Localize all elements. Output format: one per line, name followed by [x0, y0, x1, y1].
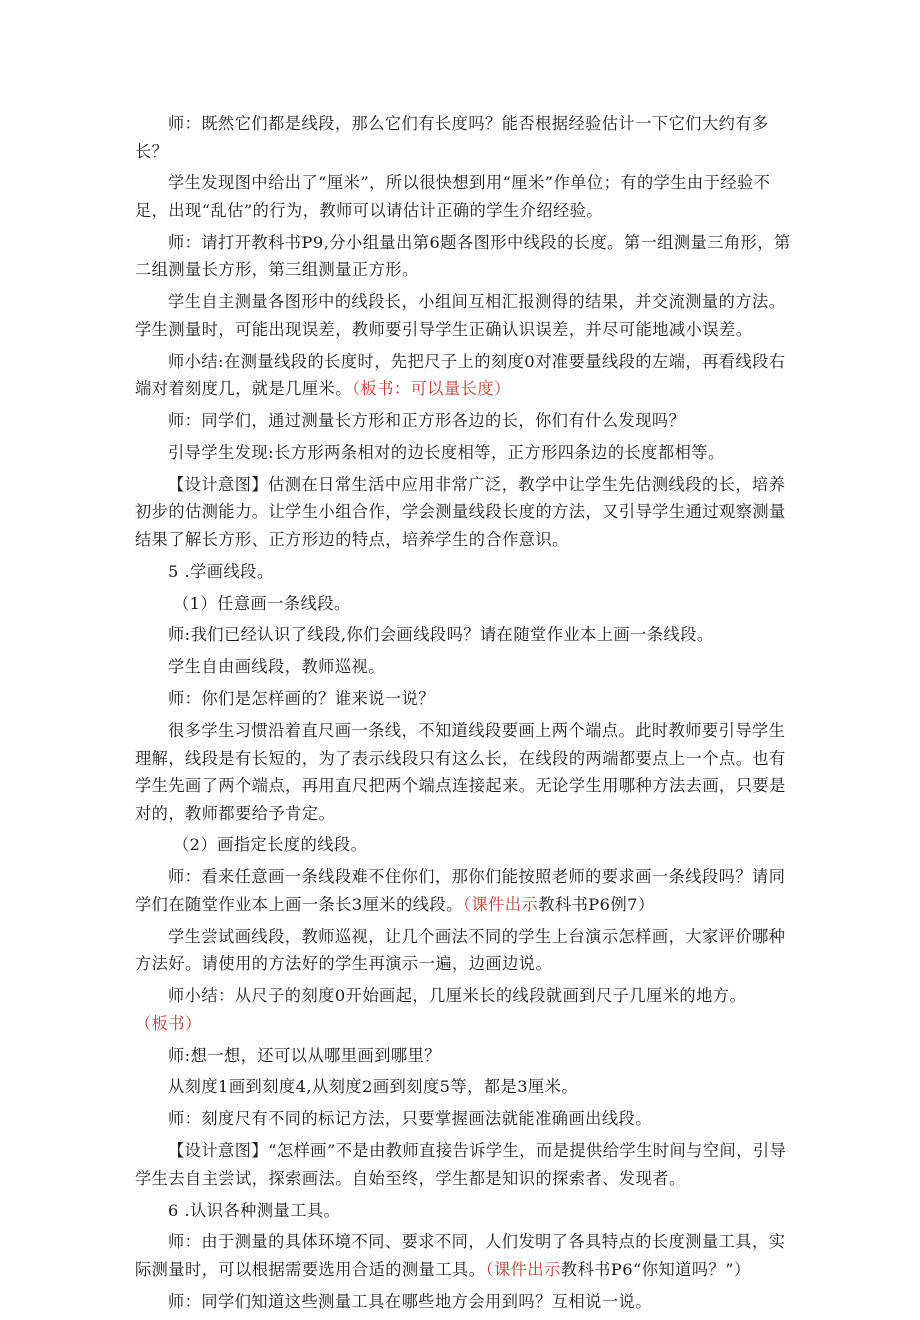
paragraph: [135, 229, 800, 284]
paragraph: [135, 685, 800, 713]
paragraph: [135, 653, 800, 681]
paragraph: [135, 169, 800, 224]
paragraph-text: 学生尝试画线段，教师巡视，让几个画法不同的学生上台演示怎样画，大家评价哪种方法好。请使用的方法好的学生再演示一遍，边画边说。: [135, 926, 786, 974]
paragraph-text: 【设计意图】“怎样画”不是由教师直接告诉学生，而是提供给学生时间与空间，引导学生去自主尝试，探索画法。自始至终，学生都是知识的探索者、发现者。: [135, 1141, 787, 1188]
paragraph-text: 学生自由画线段，教师巡视。: [168, 657, 385, 677]
paragraph: [135, 558, 800, 586]
paragraph: [135, 1105, 800, 1133]
paragraph: [135, 407, 800, 435]
paragraph: [135, 110, 800, 165]
paragraph: [135, 590, 800, 618]
paragraph: [135, 288, 800, 343]
paragraph-tail: 教科书P6例7）: [538, 894, 655, 914]
paragraph-text: 引导学生发现:长方形两条相对的边长度相等，正方形四条边的长度都相等。: [168, 442, 725, 462]
paragraph-text: 师:想一想，还可以从哪里画到哪里？: [168, 1045, 441, 1065]
paragraph: [135, 863, 800, 918]
paragraph-text: 师：看来任意画一条线段难不住你们，那你们能按照老师的要求画一条线段吗？请同学们在随堂作业本上画一条长3厘米的线段。: [135, 867, 786, 914]
paragraph: [135, 1042, 800, 1070]
paragraph: [135, 717, 800, 827]
paragraph-text: 从刻度1画到刻度4,从刻度2画到刻度5等，都是3厘米。: [168, 1077, 579, 1097]
paragraph-text: 师：同学们知道这些测量工具在哪些地方会用到吗？互相说一说。: [168, 1291, 652, 1311]
paragraph: [135, 1288, 800, 1316]
paragraph-text: 5 .学画线段。: [168, 561, 274, 581]
paragraph-text: 师：你们是怎样画的？谁来说一说？: [168, 689, 435, 709]
paragraph-text: 师：既然它们都是线段，那么它们有长度吗？能否根据经验估计一下它们大约有多长？: [135, 114, 769, 161]
paragraph: [135, 439, 800, 467]
board-note: （课件出示: [462, 894, 539, 914]
board-note: （板书：可以量长度）: [351, 379, 511, 399]
paragraph-text: （1）任意画一条线段。: [173, 593, 351, 613]
paragraph-text: 学生自主测量各图形中的线段长，小组间互相汇报测得的结果，并交流测量的方法。学生测量时，可能出现误差，教师要引导学生正确认识误差，并尽可能地减小误差。: [135, 292, 786, 339]
board-note: （课件出示: [485, 1259, 561, 1279]
paragraph-text: 6 .认识各种测量工具。: [168, 1200, 341, 1220]
paragraph-text: 【设计意图】估测在日常生活中应用非常广泛，教学中让学生先估测线段的长，培养初步的估测能力。让学生小组合作，学会测量线段长度的方法，又引导学生通过观察测量结果了解长方形、正方形边的特点，培养学生的合作意识。: [135, 474, 786, 549]
paragraph-text: （2）画指定长度的线段。: [173, 835, 368, 855]
board-note: （板书）: [135, 1013, 202, 1033]
lesson-text: [135, 110, 800, 1320]
paragraph-text: 学生发现图中给出了“厘米”，所以很快想到用“厘米”作单位；有的学生由于经验不足，出现“乱估”的行为，教师可以请估计正确的学生介绍经验。: [135, 173, 771, 220]
paragraph-text: 师：由于测量的具体环境不同、要求不同，人们发明了各具特点的长度测量工具，实际测量时，可以根据需要选用合适的测量工具。: [135, 1232, 786, 1279]
paragraph-text: 师：刻度尺有不同的标记方法，只要掌握画法就能准确画出线段。: [168, 1109, 652, 1129]
paragraph-text: 师小结：从尺子的刻度0开始画起，几厘米长的线段就画到尺子几厘米的地方。: [168, 986, 747, 1006]
paragraph: [135, 471, 800, 554]
paragraph: [135, 348, 800, 403]
paragraph: [135, 1073, 800, 1101]
paragraph: [135, 923, 800, 978]
paragraph: [135, 621, 800, 649]
paragraph-tail: 教科书P6“你知道吗？”）: [560, 1259, 751, 1279]
paragraph: [135, 1197, 800, 1225]
paragraph-text: 师：请打开教科书P9,分小组量出第6题各图形中线段的长度。第一组测量三角形，第二组测量长方形，第三组测量正方形。: [135, 232, 791, 280]
paragraph: [135, 1137, 800, 1192]
paragraph: [135, 1228, 800, 1283]
paragraph-text: 很多学生习惯沿着直尺画一条线，不知道线段要画上两个端点。此时教师要引导学生理解，线段是有长短的，为了表示线段只有这么长，在线段的两端都要点上一个点。也有学生先画了两个端点，再用直尺把两个端点连接起来。无论学生用哪种方法去画，只要是对的，教师都要给予肯定。: [135, 721, 786, 823]
paragraph: [135, 982, 800, 1037]
paragraph-text: 师：同学们，通过测量长方形和正方形各边的长，你们有什么发现吗？: [168, 410, 686, 430]
paragraph: [135, 831, 800, 859]
paragraph-text: 师小结:在测量线段的长度时，先把尺子上的刻度0对准要量线段的左端，再看线段右端对着刻度几，就是几厘米。: [135, 351, 786, 399]
paragraph-text: 师:我们已经认识了线段,你们会画线段吗？请在随堂作业本上画一条线段。: [168, 625, 714, 645]
